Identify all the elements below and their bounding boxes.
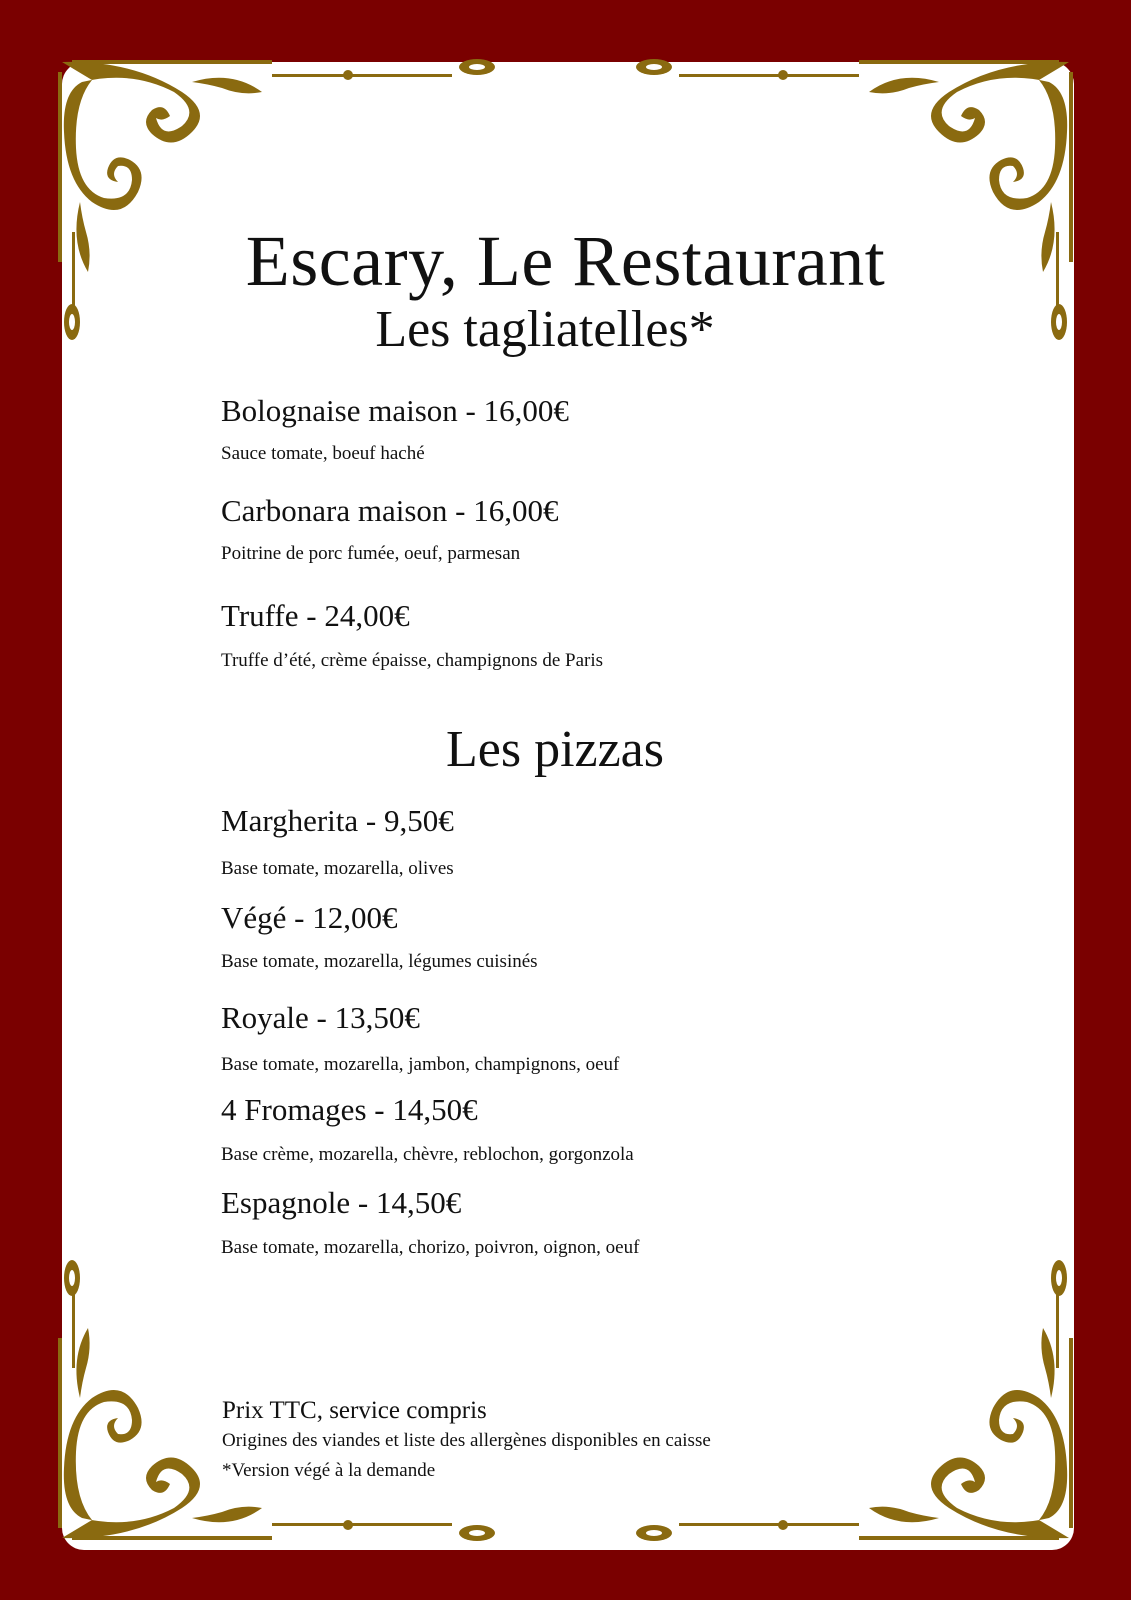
section-title-pizzas: Les pizzas (445, 721, 664, 778)
menu-item-desc: Base tomate, mozarella, olives (221, 858, 454, 879)
menu-item-name: Royale - 13,50€ (221, 1000, 420, 1035)
footer-note: Prix TTC, service compris (222, 1397, 487, 1424)
footer-line: Origines des viandes et liste des allergènes disponibles en caisse (222, 1430, 711, 1451)
menu-item-name: Truffe - 24,00€ (221, 598, 410, 633)
menu-item-desc: Sauce tomate, boeuf haché (221, 443, 425, 464)
menu-item-name: Carbonara maison - 16,00€ (221, 493, 559, 528)
menu-item-name: Végé - 12,00€ (221, 900, 398, 935)
menu-item-desc: Poitrine de porc fumée, oeuf, parmesan (221, 543, 521, 564)
menu-item-desc: Base tomate, mozarella, légumes cuisinés (221, 951, 538, 972)
menu-item-name: 4 Fromages - 14,50€ (221, 1092, 478, 1127)
menu-item-desc: Base crème, mozarella, chèvre, reblochon, gorgonzola (221, 1144, 634, 1165)
corner-ornament-icon (609, 1248, 1079, 1548)
menu-item-desc: Truffe d’été, crème épaisse, champignons de Paris (221, 650, 604, 671)
menu-item-name: Bolognaise maison - 16,00€ (221, 393, 569, 428)
menu-item-name: Margherita - 9,50€ (221, 803, 454, 838)
menu-item-desc: Base tomate, mozarella, jambon, champignons, oeuf (221, 1054, 620, 1075)
menu-item-name: Espagnole - 14,50€ (221, 1185, 462, 1220)
section-title-tagliatelles: Les tagliatelles* (375, 301, 715, 358)
footer-line: *Version végé à la demande (222, 1460, 436, 1481)
menu-item-desc: Base tomate, mozarella, chorizo, poivron, oignon, oeuf (221, 1237, 640, 1258)
page-title: Escary, Le Restaurant (245, 221, 886, 302)
